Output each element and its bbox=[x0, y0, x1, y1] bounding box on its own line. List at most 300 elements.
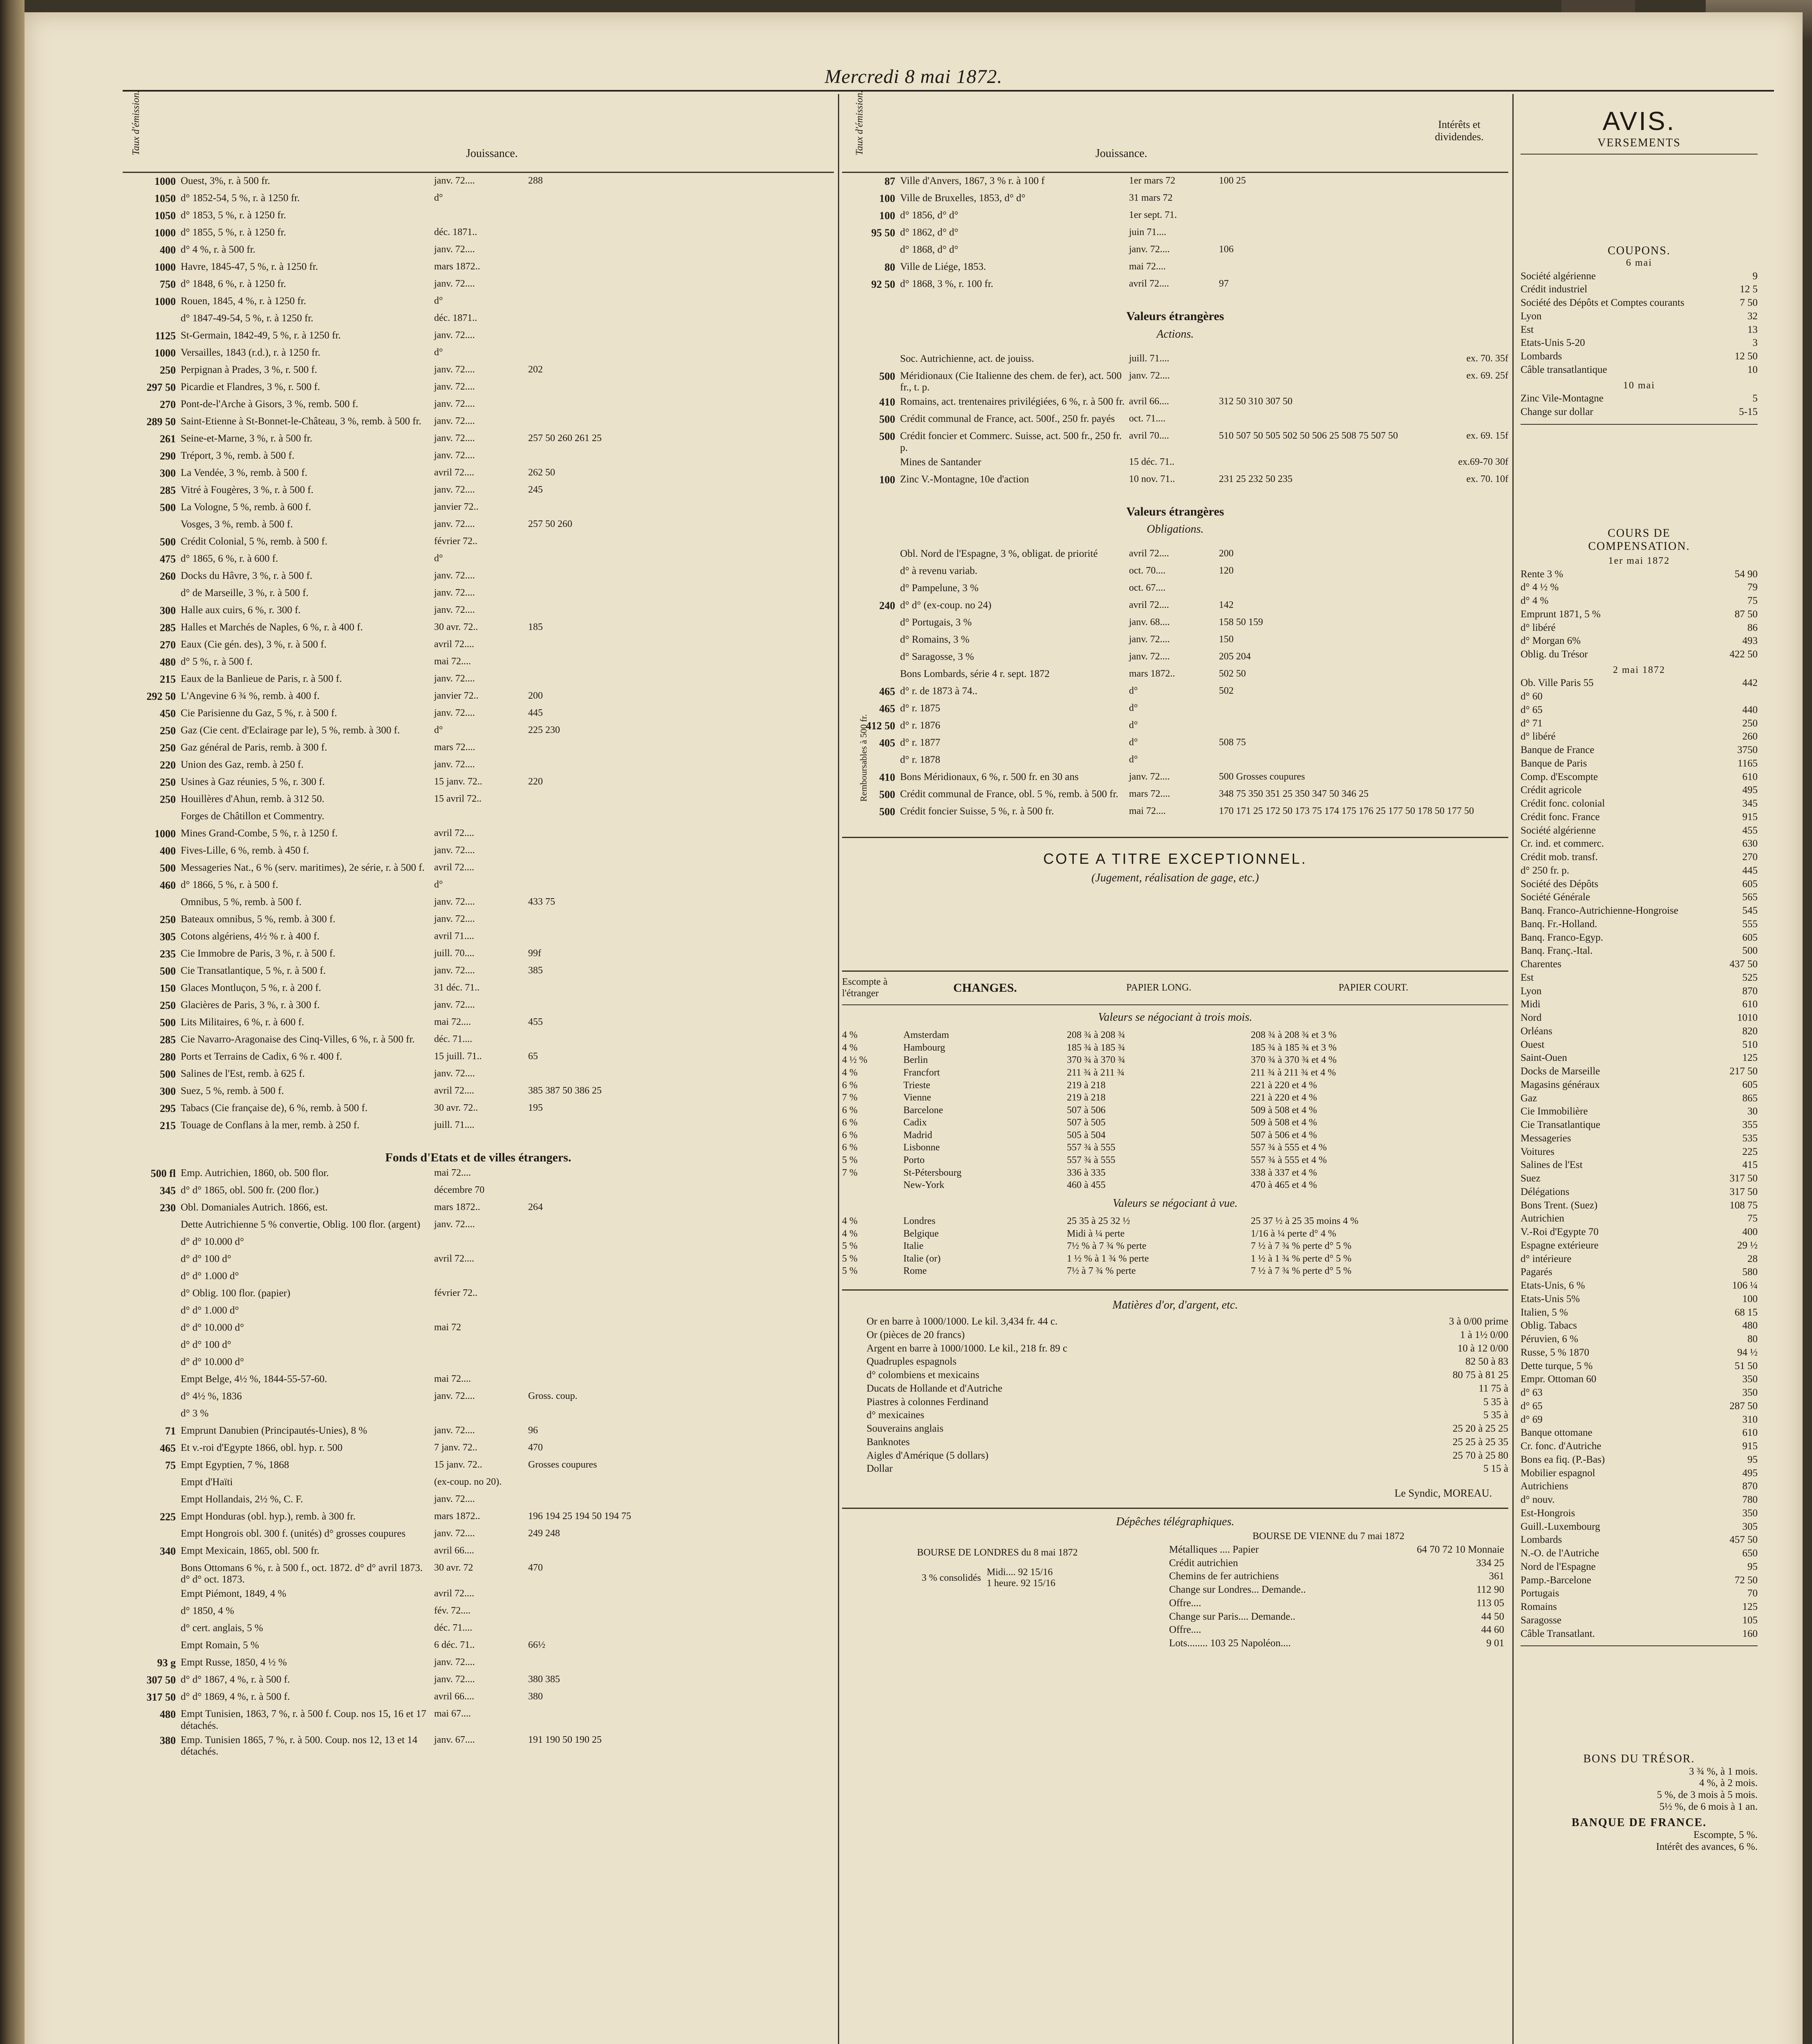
papier-long: 507 à 506 bbox=[1067, 1105, 1106, 1116]
jouissance-date: janv. 72.... bbox=[434, 845, 475, 856]
issue-rate: 100 bbox=[879, 193, 895, 204]
security-name: Touage de Conflans à la mer, remb. à 250 f. bbox=[181, 1120, 360, 1131]
jouissance-date: avril 66.... bbox=[434, 1545, 474, 1556]
quote-row bbox=[123, 399, 834, 413]
security-name: Méridionaux (Cie Italienne des chem. de fer), act. 500 fr., t. p. bbox=[900, 370, 1122, 393]
issue-rate: 480 bbox=[160, 1708, 176, 1720]
item-name: Oblig. Tabacs bbox=[1521, 1320, 1577, 1331]
change-row bbox=[842, 1055, 1508, 1066]
item-name: Suez bbox=[1521, 1173, 1541, 1184]
item-value: 510 bbox=[1742, 1039, 1758, 1050]
item-name: Piastres à colonnes Ferdinand bbox=[867, 1396, 988, 1407]
papier-long: 460 à 455 bbox=[1067, 1180, 1106, 1191]
security-name: d° 1856, d° d° bbox=[900, 210, 959, 221]
security-name: Obl. Domaniales Autrich. 1866, est. bbox=[181, 1201, 328, 1213]
issue-rate: 380 bbox=[160, 1734, 176, 1746]
quoted-price: 385 bbox=[528, 965, 543, 976]
issue-rate: 1000 bbox=[155, 347, 176, 359]
security-name: d° d° 1869, 4 %, r. à 500 f. bbox=[181, 1691, 290, 1702]
issue-rate: 292 50 bbox=[146, 690, 176, 702]
item-value: 87 50 bbox=[1734, 608, 1758, 620]
list-item bbox=[1521, 1307, 1758, 1319]
item-value: 495 bbox=[1742, 784, 1758, 796]
item-name: d° 65 bbox=[1521, 1400, 1543, 1412]
issue-rate: 340 bbox=[160, 1545, 176, 1557]
issue-rate: 270 bbox=[160, 639, 176, 651]
issue-rate: 500 bbox=[160, 862, 176, 874]
list-item bbox=[1521, 1052, 1758, 1064]
jouissance-date: janv. 72.... bbox=[434, 914, 475, 924]
quote-row bbox=[123, 1657, 834, 1672]
item-value: 100 bbox=[1742, 1293, 1758, 1304]
security-name: Empt Russe, 1850, 4 ½ % bbox=[181, 1657, 287, 1668]
jouissance-date: janv. 72.... bbox=[434, 708, 475, 718]
item-name: d° 69 bbox=[1521, 1414, 1543, 1425]
header-rule bbox=[123, 90, 1774, 92]
item-value: 94 ½ bbox=[1737, 1347, 1758, 1358]
item-value: 3750 bbox=[1737, 744, 1758, 756]
issue-rate: 215 bbox=[160, 673, 176, 685]
issue-rate: 1000 bbox=[155, 175, 176, 187]
item-name: Bons Trent. (Suez) bbox=[1521, 1199, 1598, 1211]
item-name: Banque de France bbox=[1521, 744, 1595, 756]
list-item bbox=[1521, 1481, 1758, 1493]
item-name: Offre.... bbox=[1169, 1624, 1201, 1636]
jouissance-date: d° bbox=[1129, 703, 1138, 714]
list-item bbox=[1521, 297, 1758, 309]
issue-rate: 1000 bbox=[155, 828, 176, 840]
issue-rate: 300 bbox=[160, 467, 176, 479]
list-item bbox=[1521, 1253, 1758, 1265]
item-name: Lombards bbox=[1521, 1534, 1562, 1546]
quote-row bbox=[842, 720, 1508, 735]
quoted-price: 97 bbox=[1219, 278, 1229, 289]
papier-long: 211 ¾ à 211 ¾ bbox=[1067, 1067, 1124, 1078]
issue-rate: 410 bbox=[879, 771, 895, 784]
jouissance-date: janv. 72.... bbox=[434, 416, 475, 426]
londres-heure: 1 heure. 92 15/16 bbox=[987, 1578, 1055, 1589]
jouissance-date: avril 66.... bbox=[1129, 396, 1169, 407]
papier-court: 370 ¾ à 370 ¾ et 4 % bbox=[1251, 1055, 1337, 1066]
security-name: Bons Lombards, série 4 r. sept. 1872 bbox=[900, 668, 1050, 680]
security-name: d° r. 1876 bbox=[900, 720, 941, 731]
security-name: Empt Egyptien, 7 %, 1868 bbox=[181, 1459, 289, 1470]
quote-row bbox=[123, 1202, 834, 1217]
item-name: Espagne extérieure bbox=[1521, 1239, 1599, 1251]
security-name: d° r. 1875 bbox=[900, 703, 941, 714]
change-place: Londres bbox=[903, 1216, 936, 1227]
jouissance-date: d° bbox=[434, 879, 443, 890]
item-name: Guill.-Luxembourg bbox=[1521, 1521, 1600, 1532]
issue-rate: 240 bbox=[879, 600, 895, 612]
quoted-price: 470 bbox=[528, 1562, 543, 1573]
issue-rate: 280 bbox=[160, 1051, 176, 1063]
item-value: 82 50 à 83 bbox=[1465, 1356, 1508, 1367]
left-rows bbox=[123, 175, 834, 1134]
issue-rate: 250 bbox=[160, 793, 176, 805]
item-value: 10 bbox=[1747, 364, 1758, 375]
item-value: 68 15 bbox=[1734, 1307, 1758, 1318]
quote-row bbox=[123, 1708, 834, 1732]
security-name: Forges de Châtillon et Commentry. bbox=[181, 811, 325, 822]
item-value: 11 75 à bbox=[1478, 1383, 1508, 1394]
item-name: Mobilier espagnol bbox=[1521, 1467, 1595, 1479]
quote-row bbox=[123, 673, 834, 688]
rembourse-label: Remboursables à 500 fr. bbox=[858, 714, 869, 802]
list-item bbox=[1521, 351, 1758, 363]
quote-row bbox=[842, 474, 1508, 489]
jouissance-date: avril 72.... bbox=[434, 467, 474, 478]
security-name: d° 1862, d° d° bbox=[900, 227, 959, 238]
notice-line: Intérêt des avances, 6 %. bbox=[1656, 1841, 1758, 1852]
jouissance-date: avril 72.... bbox=[434, 1085, 474, 1096]
security-name: d° 5 %, r. à 500 f. bbox=[181, 656, 253, 667]
quote-row bbox=[123, 845, 834, 860]
quoted-price: 96 bbox=[528, 1425, 538, 1436]
change-row bbox=[842, 1042, 1508, 1054]
jouissance-header-2: Jouissance. bbox=[1095, 147, 1147, 160]
changes-header: CHANGES. bbox=[953, 981, 1017, 995]
jouissance-date: janv. 72.... bbox=[1129, 771, 1170, 782]
papier-court: 221 à 220 et 4 % bbox=[1251, 1080, 1317, 1091]
issue-rate: 100 bbox=[879, 210, 895, 222]
security-name: d° 1865, 6 %, r. à 600 f. bbox=[181, 553, 278, 564]
item-name: Chemins de fer autrichiens bbox=[1169, 1571, 1279, 1582]
jouissance-date: janv. 72.... bbox=[434, 519, 475, 529]
security-name: Halle aux cuirs, 6 %, r. 300 f. bbox=[181, 605, 301, 616]
list-item bbox=[1521, 1414, 1758, 1426]
quote-row bbox=[123, 1442, 834, 1457]
quoted-price: 262 50 bbox=[528, 467, 555, 478]
papier-court: 509 à 508 et 4 % bbox=[1251, 1105, 1317, 1116]
item-value: 334 25 bbox=[1476, 1557, 1504, 1569]
papier-long: Midi à ¼ perte bbox=[1067, 1228, 1125, 1239]
list-item bbox=[1521, 582, 1758, 594]
papier-court-header: PAPIER COURT. bbox=[1338, 982, 1409, 993]
security-name: d° 4½ %, 1836 bbox=[181, 1390, 242, 1402]
list-item bbox=[1521, 1534, 1758, 1546]
issue-rate: 500 bbox=[160, 1068, 176, 1080]
bons-tresor-list bbox=[1521, 1766, 1758, 1813]
jouissance-date: janv. 72.... bbox=[434, 1000, 475, 1010]
cote-subtitle: (Jugement, réalisation de gage, etc.) bbox=[1091, 871, 1259, 884]
quote-row bbox=[123, 1511, 834, 1526]
issue-rate: 290 bbox=[160, 450, 176, 462]
issue-rate: 250 bbox=[160, 742, 176, 754]
item-value: 400 bbox=[1742, 1226, 1758, 1238]
item-name: Comp. d'Escompte bbox=[1521, 771, 1598, 782]
quoted-price: 100 25 bbox=[1219, 175, 1246, 186]
item-name: Autrichien bbox=[1521, 1213, 1564, 1224]
quote-row bbox=[123, 982, 834, 997]
item-value: 440 bbox=[1742, 704, 1758, 715]
issue-rate: 307 50 bbox=[146, 1674, 176, 1686]
item-value: 780 bbox=[1742, 1494, 1758, 1506]
security-name: d° à revenu variab. bbox=[900, 565, 978, 577]
change-row bbox=[842, 1241, 1508, 1252]
quote-row bbox=[123, 1288, 834, 1302]
jouissance-date: janv. 72.... bbox=[434, 278, 475, 289]
matieres-title: Matières d'or, d'argent, etc. bbox=[1112, 1299, 1238, 1312]
security-name: Empt Honduras (obl. hyp.), remb. à 300 fr. bbox=[181, 1511, 356, 1522]
item-name: Messageries bbox=[1521, 1132, 1571, 1144]
list-item bbox=[1521, 1508, 1758, 1520]
item-value: 125 bbox=[1742, 1601, 1758, 1613]
jouissance-date: avril 72.... bbox=[1129, 548, 1169, 559]
quote-row bbox=[123, 1588, 834, 1603]
list-item bbox=[1521, 406, 1758, 418]
quote-row bbox=[123, 278, 834, 293]
security-name: Seine-et-Marne, 3 %, r. à 500 fr. bbox=[181, 433, 313, 444]
quoted-price: 200 bbox=[528, 690, 543, 701]
security-name: Suez, 5 %, remb. à 500 f. bbox=[181, 1085, 284, 1096]
issue-rate: 285 bbox=[160, 484, 176, 496]
quoted-price: 200 bbox=[1219, 548, 1234, 559]
item-name: Cr. ind. et commerc. bbox=[1521, 838, 1604, 849]
security-name: Empt Piémont, 1849, 4 % bbox=[181, 1588, 287, 1599]
jouissance-date: mars 1872.. bbox=[434, 261, 480, 272]
quoted-price: 106 bbox=[1219, 244, 1234, 255]
item-value: 12 5 bbox=[1740, 284, 1758, 295]
jouissance-date: janv. 72.... bbox=[434, 1657, 475, 1667]
jouissance-date: 15 juill. 71.. bbox=[434, 1051, 482, 1062]
quoted-price: 231 25 232 50 235 bbox=[1219, 473, 1292, 484]
quoted-price: 455 bbox=[528, 1017, 543, 1027]
item-name: d° 65 bbox=[1521, 704, 1543, 715]
item-name: Lyon bbox=[1521, 310, 1542, 322]
change-place: Porto bbox=[903, 1155, 925, 1166]
list-item bbox=[1521, 1012, 1758, 1024]
security-name: Emprunt Danubien (Principautés-Unies), 8 % bbox=[181, 1425, 367, 1436]
list-item bbox=[1521, 986, 1758, 997]
jouissance-date: d° bbox=[1129, 720, 1138, 731]
issue-rate: 100 bbox=[879, 473, 895, 486]
security-name: Halles et Marchés de Naples, 6 %, r. à 400 f. bbox=[181, 622, 363, 633]
quote-row bbox=[842, 617, 1508, 632]
escompte-rate: 4 % bbox=[842, 1216, 858, 1227]
item-value: 64 70 72 10 Monnaie bbox=[1417, 1544, 1504, 1555]
security-name: d° d° (ex-coup. no 24) bbox=[900, 600, 992, 611]
jouissance-date: mai 72.... bbox=[1129, 261, 1166, 272]
list-item bbox=[1521, 1615, 1758, 1627]
quote-row bbox=[123, 519, 834, 533]
quote-row bbox=[842, 737, 1508, 752]
security-name: Empt Hollandais, 2½ %, C. F. bbox=[181, 1493, 303, 1505]
item-value: 605 bbox=[1742, 932, 1758, 943]
item-name: Crédit fonc. colonial bbox=[1521, 798, 1605, 809]
item-name: Or (pièces de 20 francs) bbox=[867, 1329, 965, 1340]
jouissance-date: 31 mars 72 bbox=[1129, 193, 1173, 203]
item-name: Crédit autrichien bbox=[1169, 1557, 1238, 1569]
security-name: Crédit communal de France, act. 500f., 250 fr. payés bbox=[900, 413, 1115, 425]
security-name: Empt Mexicain, 1865, obl. 500 fr. bbox=[181, 1545, 320, 1556]
versements-title: VERSEMENTS bbox=[1521, 137, 1758, 155]
list-item bbox=[1521, 393, 1758, 405]
list-item bbox=[1521, 1106, 1758, 1118]
jouissance-date: 7 janv. 72.. bbox=[434, 1442, 477, 1453]
security-name: Tabacs (Cie française de), 6 %, remb. à 500 f. bbox=[181, 1103, 368, 1114]
jouissance-date: janv. 72.... bbox=[434, 1219, 475, 1230]
security-name: Crédit foncier et Commerc. Suisse, act. 500 fr., 250 fr. p. bbox=[900, 430, 1122, 453]
jouissance-date: 30 avr. 72.. bbox=[434, 1103, 478, 1113]
papier-long: 505 à 504 bbox=[1067, 1130, 1106, 1141]
list-item bbox=[1521, 1320, 1758, 1332]
quoted-price: 142 bbox=[1219, 600, 1234, 611]
security-name: d° Pampelune, 3 % bbox=[900, 583, 979, 594]
security-name: d° d° 100 d° bbox=[181, 1253, 231, 1264]
item-name: Souverains anglais bbox=[867, 1423, 944, 1434]
escompte-rate: 5 % bbox=[842, 1241, 858, 1252]
security-name: Bons Méridionaux, 6 %, r. 500 fr. en 30 ans bbox=[900, 771, 1079, 783]
quote-row bbox=[123, 570, 834, 585]
item-value: 9 01 bbox=[1486, 1638, 1504, 1649]
list-item bbox=[1521, 1213, 1758, 1225]
item-value: 865 bbox=[1742, 1092, 1758, 1104]
page-date: Mercredi 8 mai 1872. bbox=[824, 66, 1003, 87]
issue-rate: 235 bbox=[160, 948, 176, 960]
quote-row bbox=[123, 1528, 834, 1543]
item-name: Péruvien, 6 % bbox=[1521, 1334, 1578, 1345]
quote-row bbox=[123, 742, 834, 757]
security-name: Pont-de-l'Arche à Gisors, 3 %, remb. 500 f. bbox=[181, 399, 358, 410]
list-item bbox=[1521, 622, 1758, 634]
cote-title: COTE A TITRE EXCEPTIONNEL. bbox=[1043, 850, 1307, 867]
item-name: Gaz bbox=[1521, 1092, 1537, 1104]
security-name: Cie Transatlantique, 5 %, r. à 500 f. bbox=[181, 965, 326, 976]
security-name: Gaz (Cie cent. d'Eclairage par le), 5 %, remb. à 300 f. bbox=[181, 725, 400, 736]
security-name: Houillères d'Ahun, remb. à 312 50. bbox=[181, 793, 325, 805]
papier-long-header: PAPIER LONG. bbox=[1126, 982, 1192, 993]
item-value: 113 05 bbox=[1476, 1597, 1504, 1609]
change-place: St-Pétersbourg bbox=[903, 1167, 962, 1178]
security-name: Eaux (Cie gén. des), 3 %, r. à 500 f. bbox=[181, 639, 327, 650]
list-item bbox=[1521, 1293, 1758, 1305]
list-item bbox=[1521, 865, 1758, 877]
quoted-price: 380 385 bbox=[528, 1674, 560, 1685]
quoted-price: 202 bbox=[528, 364, 543, 375]
item-value: 1165 bbox=[1737, 758, 1758, 769]
issue-rate: 75 bbox=[165, 1459, 176, 1471]
papier-court: 338 à 337 et 4 % bbox=[1251, 1167, 1317, 1178]
item-name: Orléans bbox=[1521, 1025, 1552, 1037]
item-name: Nord bbox=[1521, 1012, 1542, 1024]
jouissance-date: janv. 72.... bbox=[434, 1425, 475, 1436]
security-name: Empt Romain, 5 % bbox=[181, 1640, 259, 1651]
list-item bbox=[1521, 1601, 1758, 1613]
security-name: Cie Immobre de Paris, 3 %, r. à 500 f. bbox=[181, 948, 336, 959]
change-row bbox=[842, 1180, 1508, 1191]
security-name: Cie Navarro-Aragonaise des Cinq-Villes, 6 %, r. à 500 fr. bbox=[181, 1034, 415, 1045]
item-name: Or en barre à 1000/1000. Le kil. 3,434 fr. 44 c. bbox=[867, 1316, 1058, 1327]
jouissance-date: janv. 72.... bbox=[434, 896, 475, 907]
item-name: Société algérienne bbox=[1521, 270, 1596, 282]
item-name: Midi bbox=[1521, 999, 1541, 1010]
jouissance-date: mai 72.... bbox=[1129, 806, 1166, 817]
quote-row bbox=[123, 622, 834, 637]
jouissance-date: d° bbox=[434, 553, 443, 564]
item-value: 75 bbox=[1747, 1213, 1758, 1224]
list-item bbox=[1521, 595, 1758, 607]
quote-row bbox=[123, 1691, 834, 1706]
list-item bbox=[1521, 1133, 1758, 1145]
item-value: 95 bbox=[1747, 1454, 1758, 1465]
security-name: Saint-Etienne à St-Bonnet-le-Château, 3 %, remb. à 500 fr. bbox=[181, 416, 421, 427]
issue-rate: 250 bbox=[160, 725, 176, 737]
list-item bbox=[1521, 1334, 1758, 1345]
change-place: Madrid bbox=[903, 1130, 932, 1141]
list-item bbox=[1521, 324, 1758, 336]
item-value: 5 35 à bbox=[1483, 1410, 1508, 1421]
notice-line: 5 %, de 3 mois à 5 mois. bbox=[1657, 1789, 1758, 1801]
list-item bbox=[842, 1343, 1508, 1355]
list-item bbox=[1521, 1374, 1758, 1385]
quote-row bbox=[123, 1408, 834, 1423]
jouissance-date: 31 déc. 71.. bbox=[434, 982, 480, 993]
security-name: d° d° 10.000 d° bbox=[181, 1322, 244, 1333]
quoted-price: 205 204 bbox=[1219, 651, 1251, 662]
security-name: Eaux de la Banlieue de Paris, r. à 500 f. bbox=[181, 673, 342, 684]
quoted-price: 510 507 50 505 502 50 506 25 508 75 507 50 bbox=[1219, 430, 1398, 442]
escompte-rate: 7 % bbox=[842, 1167, 858, 1178]
quote-row bbox=[123, 948, 834, 963]
papier-court: 509 à 508 et 4 % bbox=[1251, 1117, 1317, 1128]
list-item bbox=[1153, 1544, 1504, 1556]
quoted-price: 196 194 25 194 50 194 75 bbox=[528, 1511, 631, 1522]
quote-row bbox=[842, 430, 1508, 454]
issue-rate: 250 bbox=[160, 914, 176, 926]
compensation-list-2 bbox=[1521, 677, 1758, 1646]
jouissance-date: d° bbox=[434, 347, 443, 358]
quote-row bbox=[123, 1605, 834, 1620]
security-name: d° 1852-54, 5 %, r. à 1250 fr. bbox=[181, 193, 300, 204]
item-value: 25 20 à 25 25 bbox=[1452, 1423, 1508, 1434]
papier-long: 507 à 505 bbox=[1067, 1117, 1106, 1128]
jouissance-date: janv. 72.... bbox=[434, 570, 475, 581]
item-value: 915 bbox=[1742, 811, 1758, 823]
item-name: Offre.... bbox=[1169, 1597, 1201, 1609]
security-name: d° 4 %, r. à 500 fr. bbox=[181, 244, 255, 255]
quote-row bbox=[123, 1477, 834, 1491]
quote-row bbox=[123, 811, 834, 825]
item-value: 610 bbox=[1742, 999, 1758, 1010]
security-name: d° cert. anglais, 5 % bbox=[181, 1623, 263, 1634]
issue-rate: 225 bbox=[160, 1511, 176, 1523]
trois-mois-title: Valeurs se négociant à trois mois. bbox=[1098, 1011, 1252, 1024]
item-value: 437 50 bbox=[1729, 959, 1758, 970]
security-name: Tréport, 3 %, remb. à 500 f. bbox=[181, 450, 295, 461]
security-name: d° Portugais, 3 % bbox=[900, 617, 972, 628]
obligations-title: Obligations. bbox=[1147, 523, 1204, 536]
item-name: Portugais bbox=[1521, 1588, 1559, 1599]
middle-column-header bbox=[842, 90, 1508, 173]
security-name: d° Romains, 3 % bbox=[900, 634, 970, 645]
item-value: 1 à 1½ 0/00 bbox=[1460, 1329, 1508, 1340]
item-name: Ducats de Hollande et d'Autriche bbox=[867, 1383, 1003, 1394]
jouissance-date: décembre 70 bbox=[434, 1184, 485, 1195]
jouissance-date: (ex-coup. no 20). bbox=[434, 1476, 502, 1487]
security-name: Salines de l'Est, remb. à 625 f. bbox=[181, 1068, 305, 1079]
quoted-price: 66½ bbox=[528, 1640, 545, 1650]
jouissance-date: janv. 72.... bbox=[434, 1390, 475, 1401]
security-name: Rouen, 1845, 4 %, r. à 1250 fr. bbox=[181, 296, 306, 307]
security-name: Empt Tunisien, 1863, 7 %, r. à 500 f. Coup. nos 15, 16 et 17 détachés. bbox=[181, 1708, 426, 1731]
item-value: 30 bbox=[1747, 1106, 1758, 1117]
list-item bbox=[842, 1356, 1508, 1368]
dividend: ex.69-70 30f bbox=[1458, 456, 1508, 467]
change-place: Berlin bbox=[903, 1055, 928, 1066]
issue-rate: 305 bbox=[160, 931, 176, 943]
issue-rate: 250 bbox=[160, 364, 176, 376]
